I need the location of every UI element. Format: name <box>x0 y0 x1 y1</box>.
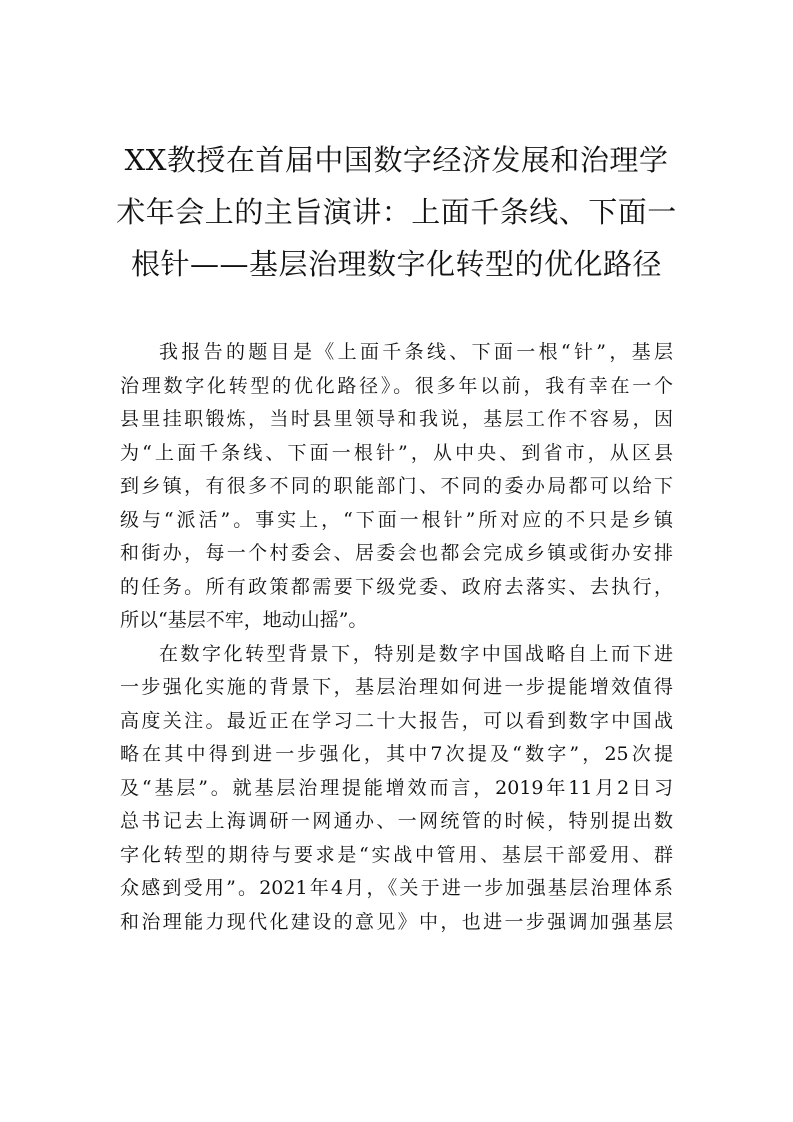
paragraph-2-line: 总书记去上海调研一网通办、一网统管的时候，特别提出数 <box>120 810 673 832</box>
paragraph-2-line: 和治理能力现代化建设的意见》中，也进一步强调加强基层 <box>120 910 673 933</box>
paragraph-1-line: 我报告的题目是《上面千条线、下面一根“针”，基层 <box>159 341 673 363</box>
title-line: 根针——基层治理数字化转型的优化路径 <box>130 247 662 281</box>
paragraph-1-line: 和街办，每一个村委会、居委会也都会完成乡镇或街办安排 <box>120 542 673 564</box>
paragraph-2-line: 略在其中得到进一步强化，其中7次提及“数字”，25次提 <box>120 743 673 765</box>
title-line: XX教授在首届中国数字经济发展和治理学 <box>124 143 669 177</box>
document-body <box>120 336 673 939</box>
paragraph-2-line: 一步强化实施的背景下，基层治理如何进一步提能增效值得 <box>120 676 673 698</box>
paragraph-1-line: 所以“基层不牢，地动山摇”。 <box>120 609 368 631</box>
paragraph-1-line: 县里挂职锻炼，当时县里领导和我说，基层工作不容易，因 <box>120 408 673 430</box>
paragraph-2-line: 及“基层”。就基层治理提能增效而言，2019年11月2日习 <box>120 776 673 799</box>
paragraph-2-line: 高度关注。最近正在学习二十大报告，可以看到数字中国战 <box>120 709 673 732</box>
paragraph-1-line: 级与“派活”。事实上，“下面一根针”所对应的不只是乡镇 <box>120 508 673 531</box>
document-title <box>110 134 683 290</box>
paragraph-1-line: 治理数字化转型的优化路径》。很多年以前，我有幸在一个 <box>120 374 673 397</box>
paragraph-2-line: 字化转型的期待与要求是“实战中管用、基层干部爱用、群 <box>120 843 673 866</box>
title-line: 术年会上的主旨演讲：上面千条线、下面一 <box>116 195 677 229</box>
paragraph-2-line: 众感到受用”。2021年4月，《关于进一步加强基层治理体系 <box>120 877 673 899</box>
paragraph-1-line: 的任务。所有政策都需要下级党委、政府去落实、去执行， <box>120 575 673 598</box>
paragraph-1-line: 为“上面千条线、下面一根针”，从中央、到省市，从区县 <box>120 441 673 464</box>
paragraph-1-line: 到乡镇，有很多不同的职能部门、不同的委办局都可以给下 <box>120 475 673 497</box>
paragraph-2-line: 在数字化转型背景下，特别是数字中国战略自上而下进 <box>159 642 673 665</box>
